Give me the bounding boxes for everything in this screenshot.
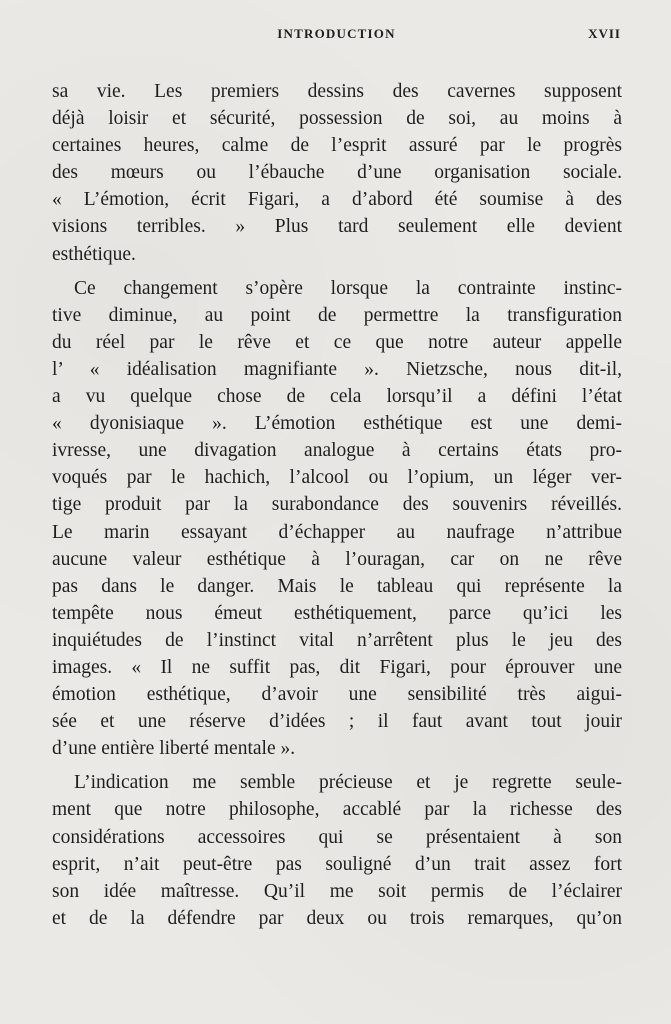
text-line: considérations accessoires qui se présentaient à son — [52, 826, 622, 848]
chapter-title: INTRODUCTION — [277, 26, 396, 41]
text-line: L’indication me semble précieuse et je regrette seule- — [74, 772, 622, 794]
text-line: esprit, n’ait peut-être pas souligné d’un trait assez fort — [52, 853, 622, 875]
text-line: Le marin essayant d’échapper au naufrage n’attribue — [52, 521, 622, 543]
text-line: sée et une réserve d’idées ; il faut avant tout jouir — [52, 711, 622, 733]
text-line: émotion esthétique, d’avoir une sensibilité très aigui- — [52, 684, 622, 706]
text-line: ivresse, une divagation analogue à certains états pro- — [52, 440, 622, 462]
text-line: voqués par le hachich, l’alcool ou l’opium, un léger ver- — [52, 467, 622, 489]
text-line: tige produit par la surabondance des souvenirs réveillés. — [52, 494, 622, 516]
text-line: esthétique. — [52, 243, 136, 265]
text-line: d’une entière liberté mentale ». — [52, 738, 296, 760]
text-line: images. « Il ne suffit pas, dit Figari, pour éprouver une — [52, 656, 622, 678]
text-line: tempête nous émeut esthétiquement, parce qu’ici les — [52, 602, 622, 624]
text-line: des mœurs ou l’ébauche d’une organisation sociale. — [52, 162, 622, 184]
text-line: et de la défendre par deux ou trois remarques, qu’on — [52, 907, 622, 929]
text-line: l’ « idéalisation magnifiante ». Nietzsche, nous dit-il, — [52, 358, 622, 380]
text-line: déjà loisir et sécurité, possession de soi, au moins à — [52, 108, 622, 130]
text-line: aucune valeur esthétique à l’ouragan, car on ne rêve — [52, 548, 622, 570]
running-head — [52, 26, 621, 46]
body-text — [52, 78, 622, 932]
text-line: visions terribles. » Plus tard seulement elle devient — [52, 216, 622, 238]
text-line: du réel par le rêve et ce que notre auteur appelle — [52, 331, 622, 353]
text-line: « dyonisiaque ». L’émotion esthétique est une demi- — [52, 413, 622, 435]
text-line: sa vie. Les premiers dessins des cavernes supposent — [52, 81, 622, 102]
text-line: ment que notre philosophe, accablé par la richesse des — [52, 799, 622, 821]
text-line: certaines heures, calme de l’esprit assuré par le progrès — [52, 135, 622, 157]
text-line: tive diminue, au point de permettre la transfiguration — [52, 304, 622, 326]
paragraph-1 — [52, 78, 622, 268]
text-line: Ce changement s’opère lorsque la contrainte instinc- — [74, 277, 622, 299]
text-line: pas dans le danger. Mais le tableau qui représente la — [52, 575, 622, 597]
page-number: XVII — [588, 26, 621, 41]
text-line: « L’émotion, écrit Figari, a d’abord été soumise à des — [52, 189, 622, 211]
text-line: inquiétudes de l’instinct vital n’arrêtent plus le jeu des — [52, 629, 622, 651]
paragraph-3 — [52, 769, 622, 932]
text-line: a vu quelque chose de cela lorsqu’il a défini l’état — [52, 386, 622, 408]
text-line: son idée maîtresse. Qu’il me soit permis de l’éclairer — [52, 880, 622, 902]
paragraph-2 — [52, 275, 622, 763]
